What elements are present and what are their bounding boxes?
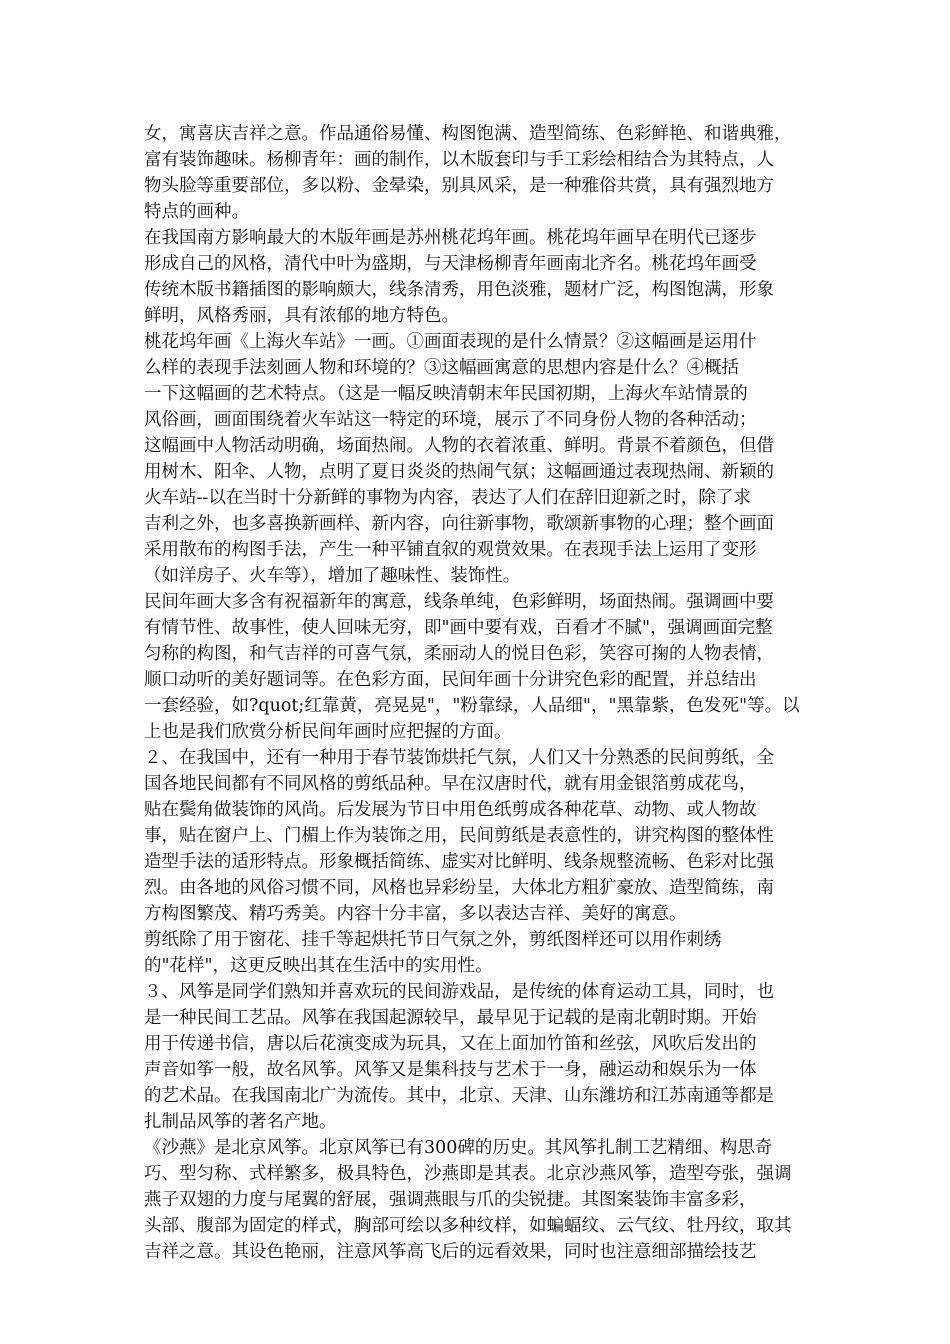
paragraph-folk-new-year-painting: 民间年画大多含有祝福新年的寓意，线条单纯，色彩鲜明，场面热闹。强调画中要 有情节性、故事性，使人回味无穷，即"画中要有戏，百看才不腻"，强调画面完整 匀称的构图，和气吉祥的可喜气氛，柔丽动人的悦目色彩，笑容可掬的人物表情， 顺口动听的美好题词等。在色彩方面，民间年画十分讲究色彩的配置，并总结出 一套经验，如?quot;红靠黄，亮晃晃"，"粉靠绿，人品细"，"黑靠紫，色发死"等。以 上也是我们欣赏分析民间年画时应把握的方面。 [144, 592, 800, 742]
document-body [144, 121, 812, 1265]
paragraph-taohuawu-intro: 在我国南方影响最大的木版年画是苏州桃花坞年画。桃花坞年画早在明代已逐步 形成自己的风格，清代中叶为盛期，与天津杨柳青年画南北齐名。桃花坞年画受 传统木版书籍插图的影响颇大，线条清秀，用色淡雅，题材广泛，构图饱满，形象 鲜明，风格秀丽，具有浓郁的地方特色。 [144, 228, 774, 326]
paragraph-paper-cutting-use: 剪纸除了用于窗花、挂千等起烘托节日气氛之外，剪纸图样还可以用作刺绣 的"花样"，这更反映出其在生活中的实用性。 [144, 930, 722, 976]
paragraph-shanghai-station: 桃花坞年画《上海火车站》一画。①画面表现的是什么情景？②这幅画是运用什 么样的表现手法刻画人物和环境的？③这幅画寓意的思想内容是什么？④概括 一下这幅画的艺术特点。（这是一幅反映清朝末年民国初期，上海火车站情景的 风俗画，画面围绕着火车站这一特定的环境，展示了不同身份人物的各种活动； 这幅画中人物活动明确，场面热闹。人物的衣着浓重、鲜明。背景不着颜色，但借 用树木、阳伞、人物，点明了夏日炎炎的热闹气氛；这幅画通过表现热闹、新颖的 火车站--以在当时十分新鲜的事物为内容，表达了人们在辞旧迎新之时，除了求 吉利之外，也多喜换新画样、新内容，向往新事物，歌颂新事物的心理；整个画面 采用散布的构图手法，产生一种平铺直叙的观赏效果。在表现手法上运用了变形 （如洋房子、火车等），增加了趣味性、装饰性。 [144, 332, 774, 586]
paragraph-yangliuqing-ending: 女，寓喜庆吉祥之意。作品通俗易懂、构图饱满、造型简练、色彩鲜艳、和谐典雅， 富有装饰趣味。杨柳青年：画的制作，以木版套印与手工彩绘相结合为其特点，人 物头脸等重要部位，多以粉、金晕染，别具风采，是一种雅俗共赏，具有强烈地方 特点的画种。 [144, 124, 792, 222]
paragraph-kite: ３、风筝是同学们熟知并喜欢玩的民间游戏品，是传统的体育运动工具，同时，也 是一种民间工艺品。风筝在我国起源较早，最早见于记载的是南北朝时期。开始 用于传递书信，唐以后花演变成为玩具，又在上面加竹笛和丝弦，风吹后发出的 声音如筝一般，故名风筝。风筝又是集科技与艺术于一身，融运动和娱乐为一体 的艺术品。在我国南北广为流传。其中，北京、天津、山东潍坊和江苏南通等都是 扎制品风筝的著名产地。 [144, 982, 774, 1132]
paragraph-shayan-kite: 《沙燕》是北京风筝。北京风筝已有300碑的历史。其风筝扎制工艺精细、构思奇 巧、型匀称、式样繁多，极具特色，沙燕即是其表。北京沙燕风筝，造型夸张，强调 燕子双翅的力度与尾翼的舒展，强调燕眼与爪的尖锐捷。其图案装饰丰富多彩， 头部、腹部为固定的样式，胸部可绘以多种纹样，如蝙蝠纹、云气纹、牡丹纹，取其 吉祥之意。其设色艳丽，注意风筝高飞后的远看效果，同时也注意细部描绘技艺 [144, 1138, 792, 1262]
paragraph-paper-cutting: ２、在我国中，还有一种用于春节装饰烘托气氛，人们又十分熟悉的民间剪纸，全 国各地民间都有不同风格的剪纸品种。早在汉唐时代，就有用金银箔剪成花鸟， 贴在鬓角做装饰的风尚。后发展为节日中用色纸剪成各种花草、动物、或人物故 事，贴在窗户上、门楣上作为装饰之用，民间剪纸是表意性的，讲究构图的整体性 造型手法的适形特点。形象概括简练、虚实对比鲜明、线条规整流畅、色彩对比强 烈。由各地的风俗习惯不同，风格也异彩纷呈，大体北方粗犷豪放、造型简练，南 方构图繁茂、精巧秀美。内容十分丰富，多以表达吉祥、美好的寓意。 [144, 748, 774, 924]
